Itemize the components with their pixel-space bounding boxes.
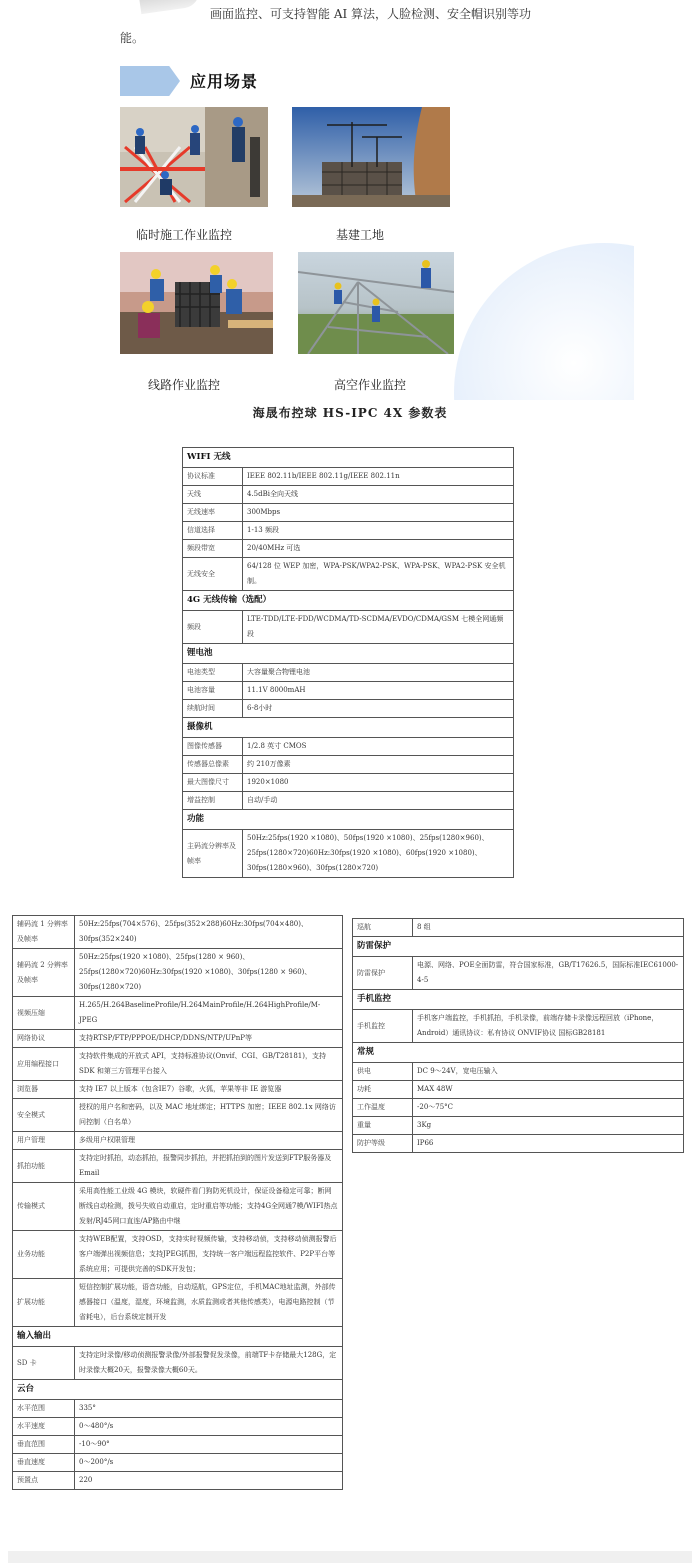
table-row: 预置点 220 xyxy=(13,1472,343,1490)
scene-caption-4: 高空作业监控 xyxy=(333,378,406,392)
section-header-function: 功能 xyxy=(183,810,514,830)
scene-caption-1: 临时施工作业监控 xyxy=(135,228,232,242)
section-header-mobile: 手机监控 xyxy=(353,990,684,1010)
table-row: 主码流分辨率及帧率 50Hz:25fps(1920 ×1080)、50fps(1920 ×1080)、25fps(1280×960)、25fps(1280×720)60Hz:30fps(1920 ×1080)、60fps(1920 ×1080)、30fps(1280×960)、30fps(1280×720) xyxy=(183,830,514,878)
table-row: 手机监控 手机客户端监控，手机抓拍，手机录像，前端存储卡录像远程回放（iPhone，Android）通讯协议：私有协议 ONVIF协议 国标GB28181 xyxy=(353,1010,684,1043)
table-row: 业务功能 支持WEB配置，支持OSD，支持实时视频传输，支持移动侦，支持移动侦测报警后客户端弹出视频信息；支持JPEG抓图，支持统一客户端远程监控软件、P2P平台等系统应用；可提供完善的SDK开发包； xyxy=(13,1231,343,1279)
table-row: 增益控制 自动/手动 xyxy=(183,792,514,810)
table-row: 电池容量 11.1V 8000mAH xyxy=(183,682,514,700)
table-row: 重量 3Kg xyxy=(353,1117,684,1135)
table-row: 网络协议 支持RTSP/FTP/PPPOE/DHCP/DDNS/NTP/UPnP等 xyxy=(13,1030,343,1048)
table-row: 协议标准 IEEE 802.11b/IEEE 802.11g/IEEE 802.11n xyxy=(183,468,514,486)
section-header-battery: 锂电池 xyxy=(183,644,514,664)
table-row: 安全模式 授权的用户名和密码，以及 MAC 地址绑定；HTTPS 加密；IEEE 802.1x 网络访问控制（白名单） xyxy=(13,1099,343,1132)
crane-site-photo xyxy=(292,107,450,207)
table-row: 频段带宽 20/40MHz 可选 xyxy=(183,540,514,558)
construction-workers-photo xyxy=(120,107,268,207)
table-row: 用户管理 多级用户权限管理 xyxy=(13,1132,343,1150)
table-row: 巡航 8 组 xyxy=(353,919,684,937)
table-row: 抓拍功能 支持定时抓拍，动态抓拍，报警同步抓拍，并把抓拍到的图片发送到FTP服务器及Email xyxy=(13,1150,343,1183)
scene-caption-2: 基建工地 xyxy=(335,228,384,242)
scene-caption-3: 线路作业监控 xyxy=(147,378,220,392)
table-row: 应用编程接口 支持软件集成的开放式 API，支持标准协议(Onvif、CGI、GB/T28181)，支持 SDK 和第三方管理平台接入 xyxy=(13,1048,343,1081)
table-row: 浏览器 支持 IE7 以上版本（包含IE7）谷歌，火狐，苹果等非 IE 游览器 xyxy=(13,1081,343,1099)
table-row: 垂直范围 -10～90° xyxy=(13,1436,343,1454)
table-row: 辅码流 2 分辨率及帧率 50Hz:25fps(1920 ×1080)、25fps(1280 × 960)、25fps(1280×720)60Hz:30fps(1920 ×1080)、30fps(1280 × 960)、30fps(1280×720) xyxy=(13,949,343,997)
table-row: 水平范围 335° xyxy=(13,1400,343,1418)
table-row: 电池类型 大容量聚合物锂电池 xyxy=(183,664,514,682)
spec-table-right xyxy=(352,918,684,1153)
table-row: SD 卡 支持定时录像/移动侦测报警录像/外部报警促发录像，前端TF卡存储最大128G，定时录像大概20天，报警录像大概60天。 xyxy=(13,1347,343,1380)
table-row: 频段 LTE-TDD/LTE-FDD/WCDMA/TD-SCDMA/EVDO/CDMA/GSM 七模全网通频段 xyxy=(183,611,514,644)
table-row: 工作温度 -20～75°C xyxy=(353,1099,684,1117)
table-row: 防雷保护 电源、网络、POE全面防雷，符合国家标准，GB/T17626.5，国际标准IEC61000-4-5 xyxy=(353,957,684,990)
table-row: 信道选择 1-13 频段 xyxy=(183,522,514,540)
intro-paragraph xyxy=(120,2,560,50)
section-header-lightning: 防雷保护 xyxy=(353,937,684,957)
table-row: 传输模式 采用高性能工业级 4G 模块，软硬件看门狗防死机设计，保证设备稳定可靠；断网断线自动检测，拨号失败自动重启，定时重启等功能；支持4G全网通7模/WIFI热点发射/RJ45网口直连/AP路由中继 xyxy=(13,1183,343,1231)
table-row: 续航时间 6-8小时 xyxy=(183,700,514,718)
section-header-wifi: WIFI 无线 xyxy=(183,448,514,468)
table-row: 无线安全 64/128 位 WEP 加密，WPA-PSK/WPA2-PSK、WPA-PSK、WPA2-PSK 安全机制。 xyxy=(183,558,514,591)
section-header-io: 输入输出 xyxy=(13,1327,343,1347)
table-row: 天线 4.5dBi全向天线 xyxy=(183,486,514,504)
section-header-general: 常规 xyxy=(353,1043,684,1063)
intro-line-1: 画面监控、可支持智能 AI 算法，人脸检测、安全帽识别等功 xyxy=(210,7,532,21)
footer-bar xyxy=(8,1551,692,1563)
spec-table-title: 海晟布控球 HS-IPC 4X 参数表 xyxy=(252,406,448,420)
scenes-heading xyxy=(120,66,440,96)
table-row: 图像传感器 1/2.8 英寸 CMOS xyxy=(183,738,514,756)
spec-table-top xyxy=(182,447,514,878)
table-row: 扩展功能 短信控制扩展功能，语音功能，自动巡航，GPS定位，手机MAC地址监测，外部传感器接口（温度，湿度，环境监测，水质监测或者其他传感类），电源电路控制（节省耗电），后台系统定制开发 xyxy=(13,1279,343,1327)
table-row: 供电 DC 9～24V，宽电压输入 xyxy=(353,1063,684,1081)
table-row: 辅码流 1 分辨率及帧率 50Hz:25fps(704×576)、25fps(352×288)60Hz:30fps(704×480)、30fps(352×240) xyxy=(13,916,343,949)
table-row: 功耗 MAX 48W xyxy=(353,1081,684,1099)
table-row: 水平速度 0～480°/s xyxy=(13,1418,343,1436)
section-header-ptz: 云台 xyxy=(13,1380,343,1400)
section-header-4g: 4G 无线传输（选配） xyxy=(183,591,514,611)
table-row: 垂直速度 0～200°/s xyxy=(13,1454,343,1472)
table-row: 视频压缩 H.265/H.264BaselineProfile/H.264MainProfile/H.264HighProfile/M-JPEG xyxy=(13,997,343,1030)
table-row: 无线速率 300Mbps xyxy=(183,504,514,522)
tower-workers-photo xyxy=(298,252,454,354)
chevron-banner-icon xyxy=(120,66,180,96)
intro-line-2: 能。 xyxy=(120,31,145,45)
table-row: 传感器总像素 约 210万像素 xyxy=(183,756,514,774)
spec-table-left xyxy=(12,915,343,1490)
table-row: 最大图像尺寸 1920×1080 xyxy=(183,774,514,792)
scenes-heading-title: 应用场景 xyxy=(190,72,259,91)
table-row: 防护等级 IP66 xyxy=(353,1135,684,1153)
section-header-camera: 摄像机 xyxy=(183,718,514,738)
line-workers-photo xyxy=(120,252,273,354)
